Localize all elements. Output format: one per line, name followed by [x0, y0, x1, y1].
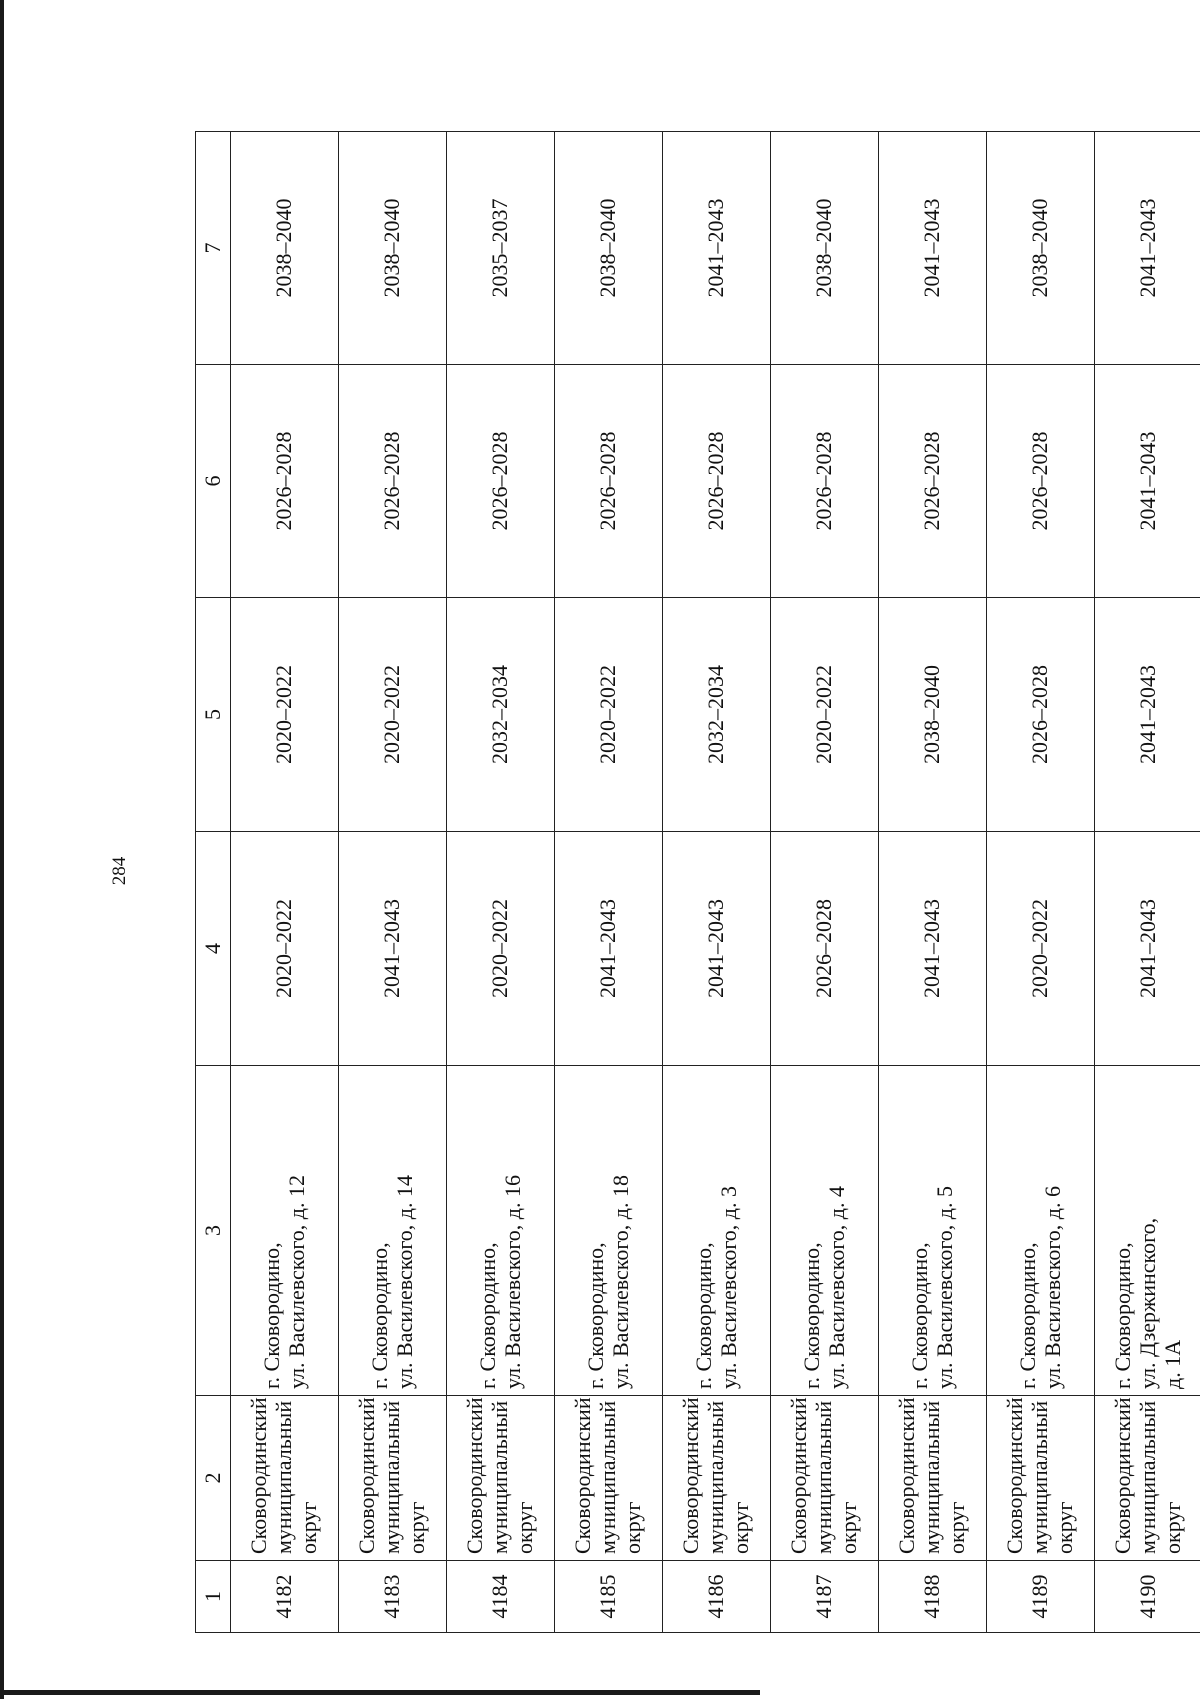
district-cell: [1095, 1396, 1200, 1561]
period-cell-6: 2026–2028: [555, 365, 663, 598]
district-line: Сковородинский: [1110, 1397, 1136, 1554]
period-cell-7: 2038–2040: [339, 132, 447, 365]
address-line: ул. Василевского, д. 5: [931, 1186, 957, 1389]
period-cell-4: 2020–2022: [447, 832, 555, 1066]
period-cell-6: 2026–2028: [231, 365, 339, 598]
address-line: ул. Дзержинского,: [1135, 1217, 1161, 1389]
header-cell-1: 1: [196, 1561, 231, 1633]
district-line: Сковородинский: [354, 1397, 380, 1554]
address-line: г. Сковородино,: [366, 1242, 392, 1389]
schedule-table: [195, 131, 1200, 1633]
period-cell-7: 2035–2037: [447, 132, 555, 365]
address-cell: [663, 1066, 771, 1396]
period-cell-4: 2041–2043: [1095, 832, 1200, 1066]
address-line: г. Сковородино,: [906, 1242, 932, 1389]
address-cell: [879, 1066, 987, 1396]
district-line: Сковородинский: [246, 1397, 272, 1554]
district-line: округ: [727, 1501, 753, 1554]
period-cell-7: 2041–2043: [1095, 132, 1200, 365]
period-cell-6: 2041–2043: [1095, 365, 1200, 598]
table-row: [339, 132, 447, 1633]
district-cell: [231, 1396, 339, 1561]
period-cell-4: 2026–2028: [771, 832, 879, 1066]
header-cell-4: 4: [196, 832, 231, 1066]
scan-edge-left: [0, 0, 4, 1699]
header-cell-5: 5: [196, 598, 231, 832]
district-line: муниципальный: [595, 1400, 621, 1554]
district-line: муниципальный: [919, 1400, 945, 1554]
address-cell: [1095, 1066, 1200, 1396]
period-cell-6: 2026–2028: [771, 365, 879, 598]
district-line: Сковородинский: [462, 1397, 488, 1554]
address-cell: [231, 1066, 339, 1396]
district-line: округ: [1159, 1501, 1185, 1554]
district-cell: [879, 1396, 987, 1561]
period-cell-5: 2020–2022: [555, 598, 663, 832]
period-cell-4: 2041–2043: [879, 832, 987, 1066]
district-line: округ: [943, 1501, 969, 1554]
period-cell-4: 2020–2022: [231, 832, 339, 1066]
table-row: [555, 132, 663, 1633]
row-number-cell: 4189: [987, 1561, 1095, 1633]
district-cell: [987, 1396, 1095, 1561]
district-line: округ: [511, 1501, 537, 1554]
address-line: д. 1А: [1159, 1339, 1185, 1389]
address-cell: [447, 1066, 555, 1396]
table-row: [1095, 132, 1200, 1633]
address-line: ул. Василевского, д. 14: [391, 1175, 417, 1389]
row-number-cell: 4187: [771, 1561, 879, 1633]
district-line: округ: [619, 1501, 645, 1554]
scan-edge-bottom: [0, 1690, 760, 1695]
period-cell-7: 2038–2040: [771, 132, 879, 365]
page-number: 284: [109, 856, 130, 886]
table-row: [987, 132, 1095, 1633]
district-line: Сковородинский: [786, 1397, 812, 1554]
address-line: г. Сковородино,: [258, 1242, 284, 1389]
address-cell: [771, 1066, 879, 1396]
district-line: Сковородинский: [1002, 1397, 1028, 1554]
table-body: [231, 132, 1200, 1633]
district-line: муниципальный: [1027, 1400, 1053, 1554]
period-cell-4: 2020–2022: [987, 832, 1095, 1066]
address-line: ул. Василевского, д. 4: [823, 1186, 849, 1389]
district-line: муниципальный: [1135, 1400, 1161, 1554]
period-cell-7: 2038–2040: [555, 132, 663, 365]
period-cell-7: 2038–2040: [231, 132, 339, 365]
district-line: округ: [1051, 1501, 1077, 1554]
district-cell: [447, 1396, 555, 1561]
table-row: [879, 132, 987, 1633]
period-cell-7: 2041–2043: [879, 132, 987, 365]
period-cell-5: 2020–2022: [771, 598, 879, 832]
header-row: [196, 132, 231, 1633]
address-line: г. Сковородино,: [690, 1242, 716, 1389]
period-cell-5: 2020–2022: [339, 598, 447, 832]
period-cell-4: 2041–2043: [555, 832, 663, 1066]
header-cell-2: 2: [196, 1396, 231, 1561]
period-cell-6: 2026–2028: [447, 365, 555, 598]
table-row: [771, 132, 879, 1633]
address-line: ул. Василевского, д. 18: [607, 1175, 633, 1389]
address-cell: [339, 1066, 447, 1396]
table-wrapper: [195, 132, 1198, 1633]
period-cell-6: 2026–2028: [663, 365, 771, 598]
table-row: [663, 132, 771, 1633]
district-line: муниципальный: [811, 1400, 837, 1554]
district-line: муниципальный: [271, 1400, 297, 1554]
district-line: муниципальный: [379, 1400, 405, 1554]
period-cell-6: 2026–2028: [339, 365, 447, 598]
row-number-cell: 4183: [339, 1561, 447, 1633]
table-row: [447, 132, 555, 1633]
period-cell-5: 2032–2034: [447, 598, 555, 832]
address-cell: [555, 1066, 663, 1396]
district-cell: [555, 1396, 663, 1561]
district-cell: [663, 1396, 771, 1561]
district-line: округ: [835, 1501, 861, 1554]
address-line: ул. Василевского, д. 6: [1039, 1186, 1065, 1389]
district-line: Сковородинский: [894, 1397, 920, 1554]
period-cell-5: 2032–2034: [663, 598, 771, 832]
district-line: муниципальный: [703, 1400, 729, 1554]
row-number-cell: 4190: [1095, 1561, 1200, 1633]
header-cell-6: 6: [196, 365, 231, 598]
row-number-cell: 4182: [231, 1561, 339, 1633]
header-cell-7: 7: [196, 132, 231, 365]
header-cell-3: 3: [196, 1066, 231, 1396]
address-line: ул. Василевского, д. 16: [499, 1175, 525, 1389]
district-line: Сковородинский: [678, 1397, 704, 1554]
period-cell-5: 2038–2040: [879, 598, 987, 832]
period-cell-5: 2041–2043: [1095, 598, 1200, 832]
district-line: округ: [295, 1501, 321, 1554]
row-number-cell: 4186: [663, 1561, 771, 1633]
district-line: округ: [403, 1501, 429, 1554]
address-line: г. Сковородино,: [1110, 1242, 1136, 1389]
period-cell-6: 2026–2028: [879, 365, 987, 598]
district-line: муниципальный: [487, 1400, 513, 1554]
rotated-table-container: [195, 132, 1198, 1633]
address-cell: [987, 1066, 1095, 1396]
district-cell: [339, 1396, 447, 1561]
address-line: ул. Василевского, д. 3: [715, 1186, 741, 1389]
period-cell-4: 2041–2043: [339, 832, 447, 1066]
address-line: ул. Василевского, д. 12: [283, 1175, 309, 1389]
period-cell-4: 2041–2043: [663, 832, 771, 1066]
address-line: г. Сковородино,: [474, 1242, 500, 1389]
period-cell-6: 2026–2028: [987, 365, 1095, 598]
district-cell: [771, 1396, 879, 1561]
table-row: [231, 132, 339, 1633]
row-number-cell: 4185: [555, 1561, 663, 1633]
period-cell-5: 2020–2022: [231, 598, 339, 832]
period-cell-5: 2026–2028: [987, 598, 1095, 832]
row-number-cell: 4188: [879, 1561, 987, 1633]
period-cell-7: 2041–2043: [663, 132, 771, 365]
district-line: Сковородинский: [570, 1397, 596, 1554]
address-line: г. Сковородино,: [798, 1242, 824, 1389]
period-cell-7: 2038–2040: [987, 132, 1095, 365]
row-number-cell: 4184: [447, 1561, 555, 1633]
address-line: г. Сковородино,: [1014, 1242, 1040, 1389]
address-line: г. Сковородино,: [582, 1242, 608, 1389]
